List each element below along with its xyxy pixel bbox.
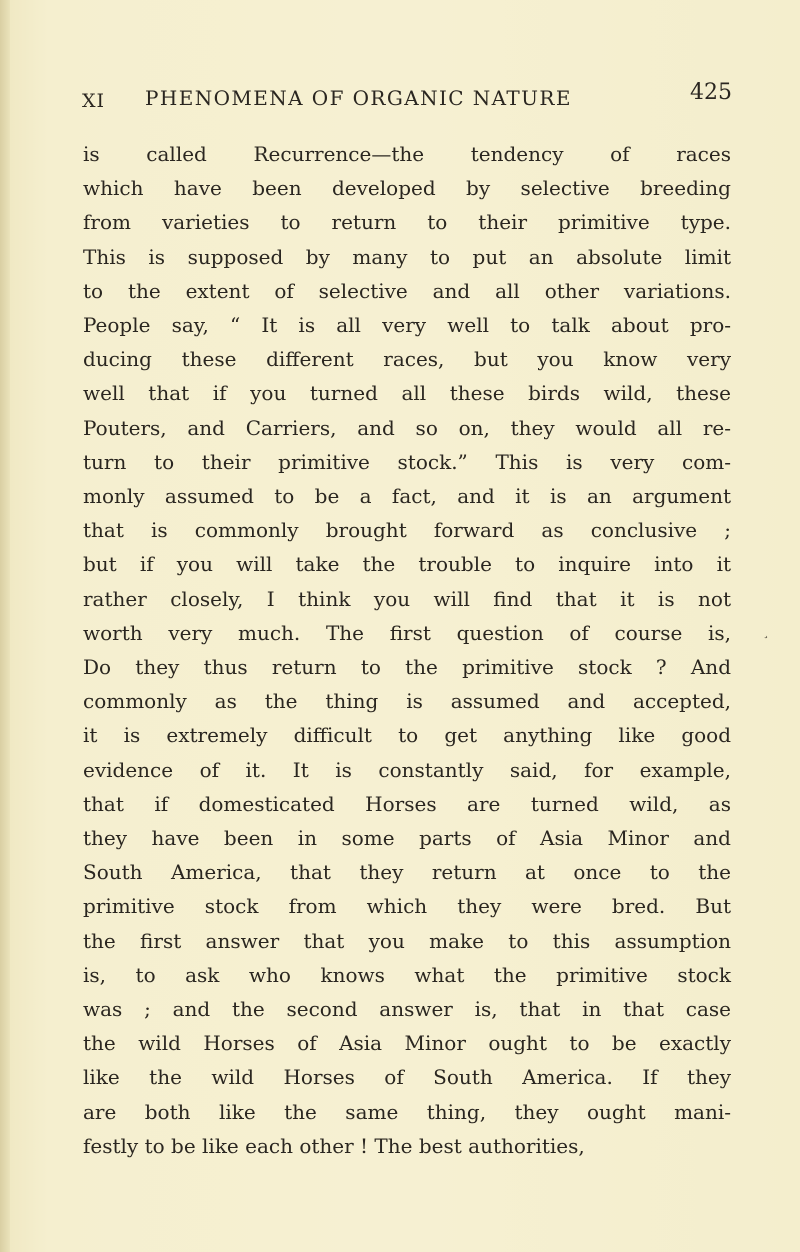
text-line: ducing these different races, but you know very — [83, 347, 731, 372]
text-line: that if domesticated Horses are turned wild, as — [83, 791, 731, 816]
text-line: worth very much. The first question of course is, — [83, 620, 731, 645]
text-line: they have been in some parts of Asia Minor and — [83, 826, 731, 851]
text-line: is called Recurrence—the tendency of races — [83, 142, 731, 166]
text-line: that is commonly brought forward as conclusive ; — [83, 518, 731, 543]
text-line: to the extent of selective and all other variations. — [83, 278, 731, 303]
text-line: the wild Horses of Asia Minor ought to be exactly — [83, 1031, 731, 1056]
page-number: 425 — [690, 80, 732, 105]
text-line: it is extremely difficult to get anything like good — [83, 723, 731, 748]
text-line: This is supposed by many to put an absolute limit — [83, 244, 731, 269]
text-line: primitive stock from which they were bred. But — [83, 894, 731, 919]
text-line: like the wild Horses of South America. If they — [83, 1065, 731, 1090]
text-line: evidence of it. It is constantly said, for example, — [83, 757, 731, 782]
text-line: festly to be like each other ! The best authorities, — [83, 1133, 585, 1158]
text-line: from varieties to return to their primitive type. — [83, 210, 731, 235]
text-line: Pouters, and Carriers, and so on, they would all re- — [83, 415, 731, 440]
text-line: which have been developed by selective breeding — [83, 176, 731, 201]
text-line: commonly as the thing is assumed and accepted, — [83, 689, 731, 714]
text-line: turn to their primitive stock.” This is very com- — [83, 449, 731, 474]
body-text — [83, 137, 731, 1163]
margin-mark: ¸ — [763, 625, 769, 639]
text-line: was ; and the second answer is, that in that case — [83, 997, 731, 1022]
text-line: but if you will take the trouble to inquire into it — [83, 552, 731, 577]
text-line: monly assumed to be a fact, and it is an argument — [83, 484, 731, 509]
text-line: is, to ask who knows what the primitive stock — [83, 962, 731, 987]
chapter-number: XI — [82, 90, 106, 112]
running-head — [82, 80, 742, 116]
text-line: the first answer that you make to this assumption — [83, 928, 731, 953]
page-binding-edge — [0, 0, 10, 1252]
running-title: PHENOMENA OF ORGANIC NATURE — [145, 86, 572, 110]
text-line: People say, “ It is all very well to talk about pro- — [83, 313, 731, 338]
text-line: are both like the same thing, they ought mani- — [83, 1099, 731, 1124]
text-line: rather closely, I think you will find that it is not — [83, 586, 731, 611]
text-line: well that if you turned all these birds wild, these — [83, 381, 731, 406]
text-line: South America, that they return at once to the — [83, 860, 731, 885]
text-line: Do they thus return to the primitive stock ? And — [83, 655, 731, 680]
